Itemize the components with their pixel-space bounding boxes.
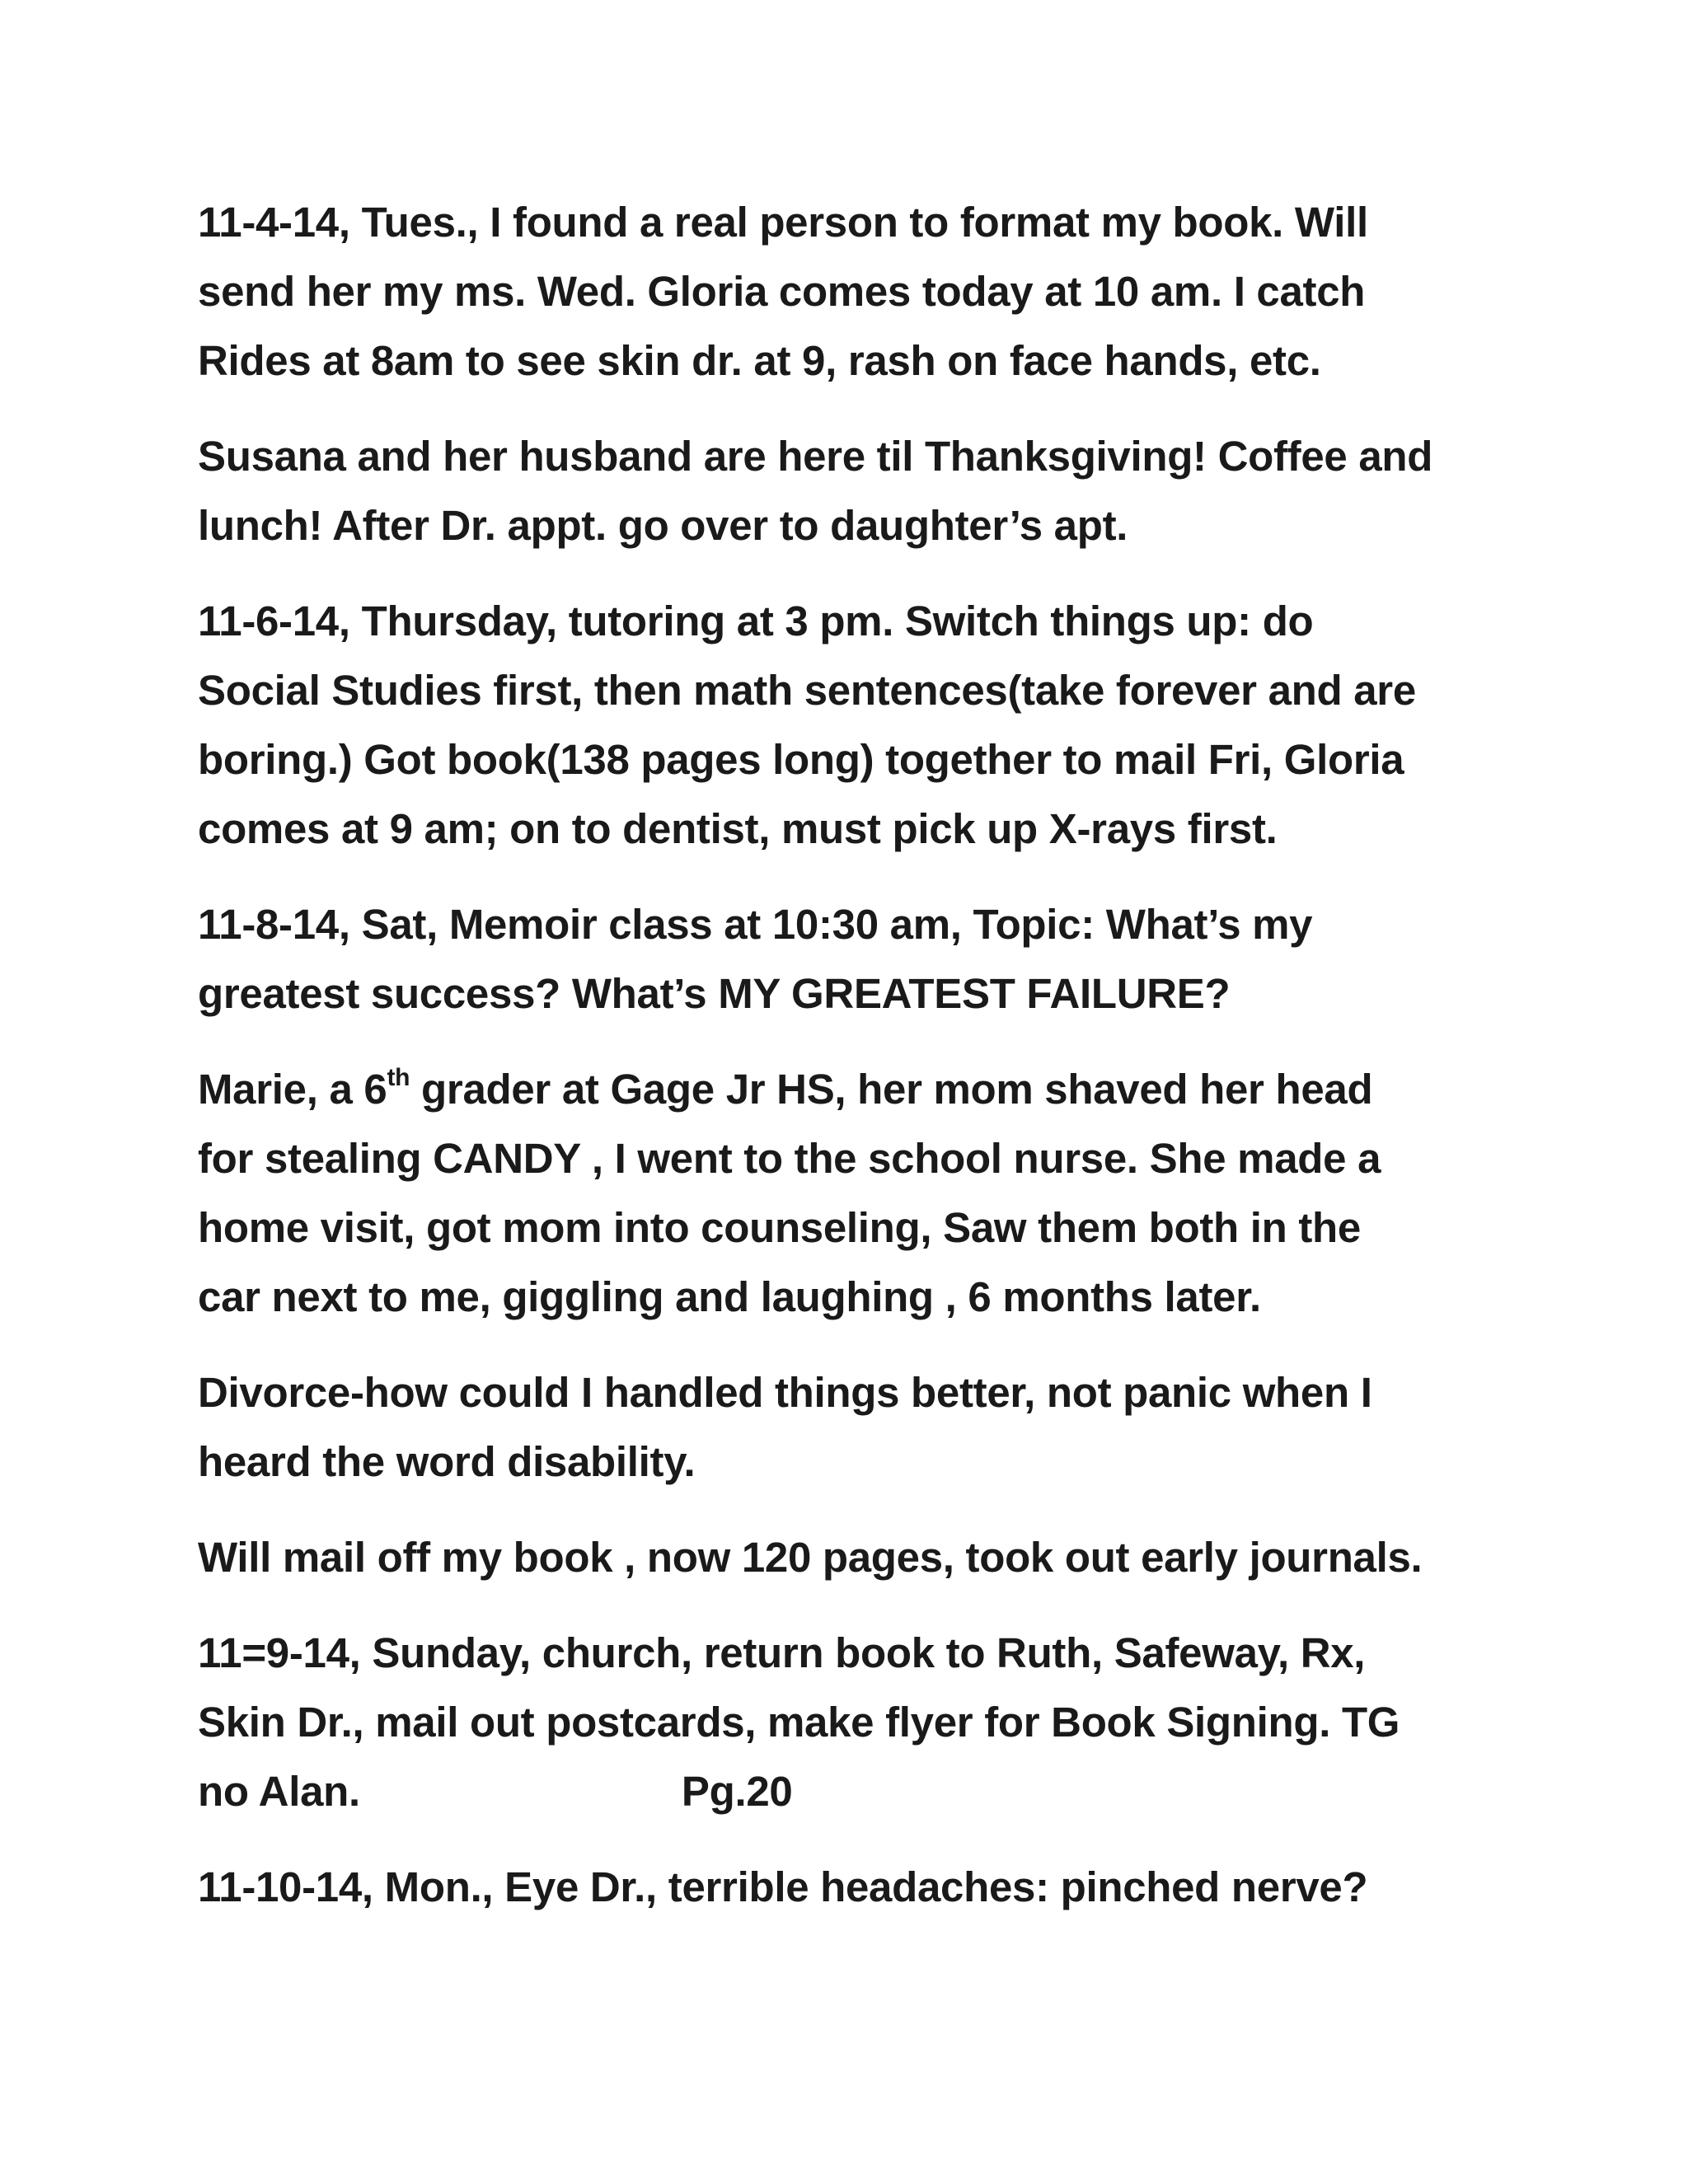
text-line: Rides at 8am to see skin dr. at 9, rash on face hands, etc. <box>198 337 1321 384</box>
entry-11-10-14 <box>198 1853 1550 1922</box>
text-line: 11-10-14, Mon., Eye Dr., terrible headaches: pinched nerve? <box>198 1863 1368 1910</box>
entry-11-6-14 <box>198 587 1550 864</box>
text-line: for stealing CANDY , I went to the school nurse. She made a <box>198 1135 1381 1182</box>
paragraph-susana <box>198 422 1550 560</box>
text-line: heard the word disability. <box>198 1438 696 1485</box>
text-line: comes at 9 am; on to dentist, must pick up X-rays first. <box>198 805 1278 852</box>
entry-11-4-14 <box>198 188 1550 396</box>
entry-11-9-14 <box>198 1619 1550 1826</box>
paragraph-marie <box>198 1055 1550 1332</box>
text-line: 11=9-14, Sunday, church, return book to Ruth, Safeway, Rx, <box>198 1629 1366 1676</box>
text-line: 11-8-14, Sat, Memoir class at 10:30 am, Topic: What’s my <box>198 901 1313 948</box>
text-fragment: Marie, a 6 <box>198 1066 387 1113</box>
text-line: 11-4-14, Tues., I found a real person to format my book. Will <box>198 199 1368 246</box>
text-line <box>198 1757 1550 1826</box>
superscript: th <box>387 1064 410 1091</box>
page-number: Pg.20 <box>681 1768 793 1815</box>
text-line: car next to me, giggling and laughing , 6 months later. <box>198 1273 1261 1320</box>
text-line <box>198 1055 1550 1124</box>
text-line: Will mail off my book , now 120 pages, took out early journals. <box>198 1534 1423 1581</box>
text-line: Divorce-how could I handled things better, not panic when I <box>198 1369 1372 1416</box>
entry-11-8-14 <box>198 890 1550 1029</box>
paragraph-divorce <box>198 1358 1550 1497</box>
text-line: Susana and her husband are here til Thanksgiving! Coffee and <box>198 433 1433 480</box>
text-line: Skin Dr., mail out postcards, make flyer for Book Signing. TG <box>198 1699 1400 1746</box>
text-line: 11-6-14, Thursday, tutoring at 3 pm. Switch things up: do <box>198 598 1314 644</box>
text-fragment: no Alan. <box>198 1768 360 1815</box>
paragraph-mail-book <box>198 1523 1550 1592</box>
text-line: Social Studies first, then math sentences(take forever and are <box>198 667 1416 714</box>
text-line: send her my ms. Wed. Gloria comes today at 10 am. I catch <box>198 268 1366 315</box>
text-line: home visit, got mom into counseling, Saw them both in the <box>198 1204 1361 1251</box>
text-line: greatest success? What’s MY GREATEST FAILURE? <box>198 970 1231 1017</box>
text-line: lunch! After Dr. appt. go over to daughter’s apt. <box>198 502 1128 549</box>
journal-text <box>198 188 1550 1948</box>
text-line: boring.) Got book(138 pages long) together to mail Fri, Gloria <box>198 736 1404 783</box>
text-fragment: grader at Gage Jr HS, her mom shaved her head <box>410 1066 1373 1113</box>
